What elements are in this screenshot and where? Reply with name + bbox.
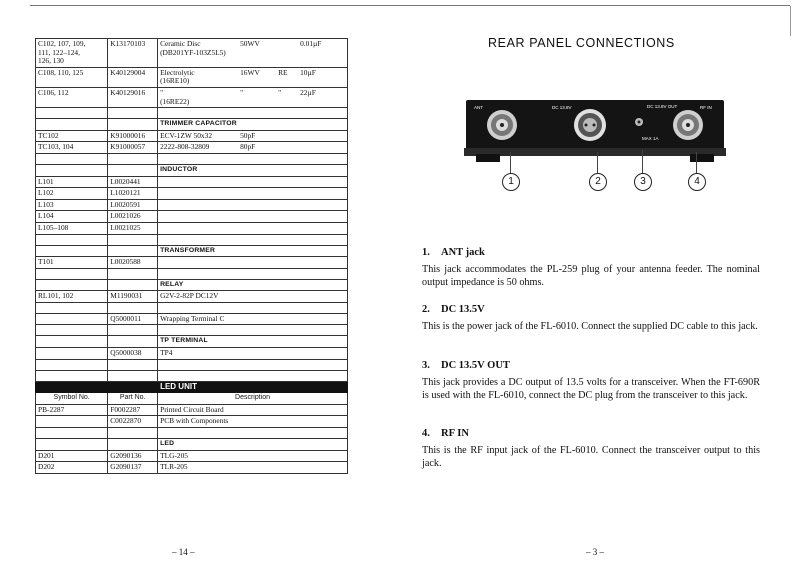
blank-row [36,359,348,370]
symbol-cell: C106, 112 [36,87,108,107]
part-number-cell: Q5000011 [108,313,158,325]
rear-panel-drawing [464,96,726,176]
description-cell: PCB with Components [158,416,348,428]
table-row [36,39,348,68]
rf-in-label: RF IN [700,105,712,110]
callout-line-1 [510,152,511,174]
section-label: TP TERMINAL [158,336,348,348]
symbol-cell: TC103, 104 [36,142,108,154]
section-4-body: This is the RF input jack of the FL-6010. Connect the transceiver output to this jack. [422,445,760,470]
section-label: LED [158,439,348,451]
blank-row [36,153,348,164]
table-row [36,313,348,325]
description-cell [158,176,348,188]
section-row [36,164,348,176]
part-number-cell: G2090136 [108,450,158,462]
blank-row [36,302,348,313]
symbol-cell: D201 [36,450,108,462]
table-row [36,416,348,428]
description-cell: Electrolytic 16WV RE 10µF (16RE10) [158,67,348,87]
section-3-body: This jack provides a DC output of 13.5 volts for a transceiver. When the FT-690R is used with the FL-6010, connect the DC plug from the transceiver to this jack. [422,377,760,402]
table-row [36,211,348,223]
table-row [36,87,348,107]
description-cell: TP4 [158,348,348,360]
table-row [36,130,348,142]
symbol-cell: T101 [36,257,108,269]
part-number-cell: C0022870 [108,416,158,428]
symbol-cell: C102, 107, 109, 111, 122–124, 126, 130 [36,39,108,68]
callout-2: 2 [589,173,607,191]
table-row [36,291,348,303]
description-cell: TLG-205 [158,450,348,462]
part-number-cell: K40129004 [108,67,158,87]
symbol-cell: L102 [36,188,108,200]
part-number-cell: K13170103 [108,39,158,68]
symbol-cell: L103 [36,199,108,211]
band-label: LED UNIT [158,381,348,393]
callout-1: 1 [502,173,520,191]
section-2-body: This is the power jack of the FL-6010. Connect the supplied DC cable to this jack. [422,321,758,332]
header-description: Description [158,393,348,405]
section-row [36,119,348,131]
part-number-cell: L1020121 [108,188,158,200]
description-cell: Wrapping Terminal C [158,313,348,325]
section-row [36,439,348,451]
ant-label: ANT [474,105,483,110]
max-label: MAX 1A [642,136,659,141]
symbol-cell: TC102 [36,130,108,142]
blank-row [36,325,348,336]
description-cell: ECV-1ZW 50x32 50pF [158,130,348,142]
symbol-cell: D202 [36,462,108,474]
table-row [36,450,348,462]
blank-row [36,108,348,119]
part-number-cell: L0021025 [108,222,158,234]
callout-line-4 [696,152,697,174]
parts-list-table [35,38,348,474]
page-number-right: – 3 – [586,547,604,557]
section-label: TRANSFORMER [158,245,348,257]
dc-out-label: DC 13.8V OUT [647,104,678,109]
description-cell: Ceramic Disc 50WV 0.01µF (DB201YF-103Z5L5) [158,39,348,68]
part-number-cell: L0021026 [108,211,158,223]
blank-row [36,268,348,279]
blank-row [36,370,348,381]
description-cell: 2222-808-32809 80pF [158,142,348,154]
column-header-row [36,393,348,405]
symbol-cell: RL101, 102 [36,291,108,303]
table-row [36,404,348,416]
symbol-cell [36,416,108,428]
led-unit-band [36,381,348,393]
section-row [36,245,348,257]
right-page [396,0,793,564]
part-number-cell: L0020441 [108,176,158,188]
part-number-cell: K91000057 [108,142,158,154]
section-4-heading: 4. RF IN [422,428,469,439]
description-cell [158,188,348,200]
symbol-cell: L105–108 [36,222,108,234]
section-3-heading: 3. DC 13.5V OUT [422,360,510,371]
part-number-cell: L0020588 [108,257,158,269]
symbol-cell: PB-2287 [36,404,108,416]
part-number-cell: L0020591 [108,199,158,211]
description-cell [158,222,348,234]
blank-row [36,234,348,245]
description-cell [158,211,348,223]
section-row [36,279,348,291]
part-number-cell: Q5000038 [108,348,158,360]
table-row [36,222,348,234]
header-part: Part No. [108,393,158,405]
table-row [36,176,348,188]
header-symbol: Symbol No. [36,393,108,405]
section-label: TRIMMER CAPACITOR [158,119,348,131]
description-cell: Printed Circuit Board [158,404,348,416]
symbol-cell: L104 [36,211,108,223]
page-number-left: – 14 – [172,547,195,557]
callout-4: 4 [688,173,706,191]
callout-line-2 [597,152,598,174]
section-row [36,336,348,348]
description-cell [158,199,348,211]
table-row [36,462,348,474]
description-cell: TLR-205 [158,462,348,474]
section-1-body: This jack accommodates the PL-259 plug of your antenna feeder. The nominal output impedance is 50 ohms. [422,264,760,289]
page-title: REAR PANEL CONNECTIONS [488,36,675,50]
section-label: INDUCTOR [158,164,348,176]
table-row [36,199,348,211]
table-row [36,257,348,269]
dc-in-label: DC 13.8V [552,105,572,110]
table-row [36,188,348,200]
callout-line-3 [642,150,643,174]
blank-row [36,428,348,439]
symbol-cell [36,313,108,325]
part-number-cell: K40129016 [108,87,158,107]
section-2-heading: 2. DC 13.5V [422,304,485,315]
section-label: RELAY [158,279,348,291]
part-number-cell: M1190031 [108,291,158,303]
description-cell: G2V-2-82P DC12V [158,291,348,303]
part-number-cell: G2090137 [108,462,158,474]
table-row [36,142,348,154]
section-1-heading: 1. ANT jack [422,247,485,258]
table-row [36,67,348,87]
part-number-cell: F0002287 [108,404,158,416]
symbol-cell: L101 [36,176,108,188]
symbol-cell: C108, 110, 125 [36,67,108,87]
symbol-cell [36,348,108,360]
description-cell: " " " 22µF (16RE22) [158,87,348,107]
description-cell [158,257,348,269]
callout-3: 3 [634,173,652,191]
part-number-cell: K91000016 [108,130,158,142]
table-row [36,348,348,360]
left-page [0,0,396,564]
